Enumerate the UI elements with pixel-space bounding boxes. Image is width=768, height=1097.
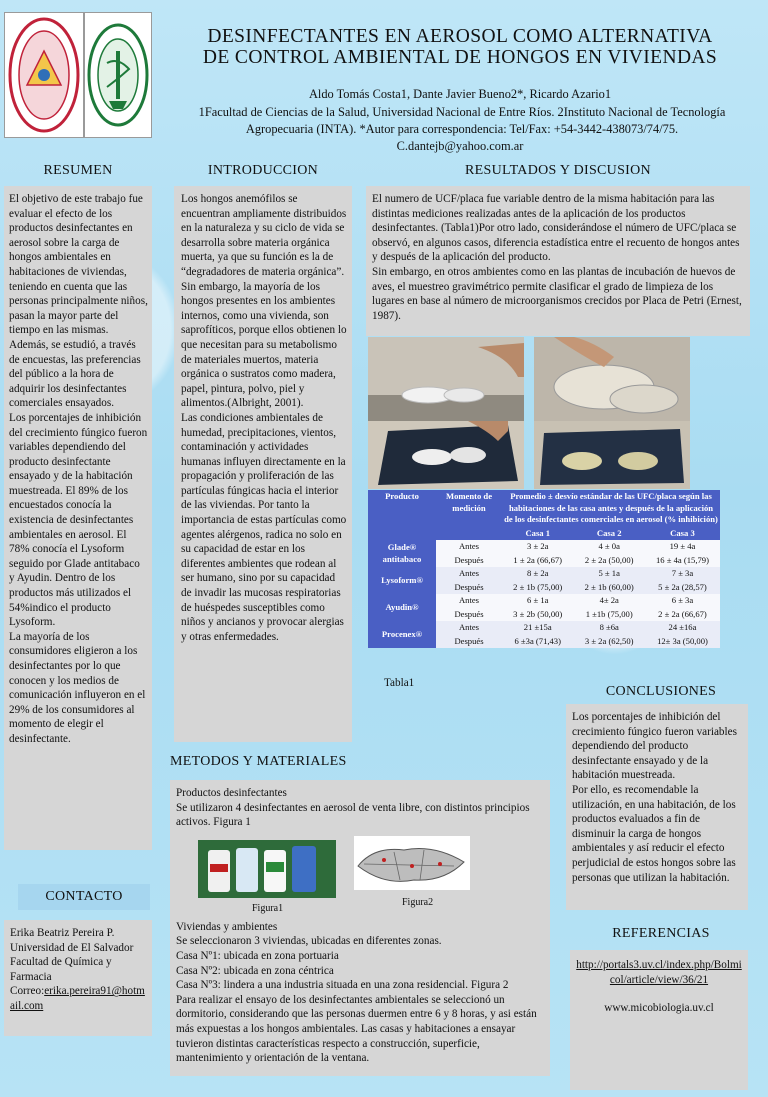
photo-petri-4 — [534, 421, 690, 489]
resultados-text: El numero de UCF/placa fue variable dentro de la misma habitación para las distintas mediciones realizadas antes de la aplicación de los productos desinfectantes. (Tabla1)Por otro lado, considerándose el número de UFC/placa se observó, en algunos casos, diferencia estadística entre el recuento de hongos antes y después de la aplicación del producto. Sin embargo, en otros ambientes como en las plantas de incubación de huevos de aves, el muestreo gravimétrico permite clasificar el grado de limpieza de los lugares en base al número de microorganismos crecidos por Placa de Petri (Ernest, 1987). — [372, 193, 742, 322]
table-cell: 8 ±6a — [573, 621, 644, 635]
resumen-text: El objetivo de este trabajo fue evaluar el efecto de los productos desinfectantes en aerosol sobre la carga de hongos ambientales en habitaciones de viviendas, teniendo en cuenta que las personas principalmente niños, pasan la mayor parte del tiempo en las mismas. Además, se estudió, a través de encuestas, las preferencias del público a la hora de adquirir los desinfectantes comerciales ensayados. Los porcentajes de inhibición del crecimiento fúngico fueron variables dependiendo del producto desinfectante ensayado y de la habitación muestreada. El 89% de los encuestados conocía la existencia de desinfectantes ambientales en aerosol. El 78% conocía el Lysoform seguido por Glade antitabaco y Ayudin. Dentro de los productos más utilizados el 54%indico el producto Lysoform. La mayoría de los consumidores eligieron a los desinfectantes por lo que conocen y los medios de comunicación influyeron en el 29% de los consumidores al momento de elegir el desinfectante. — [9, 193, 148, 745]
figure-1-image — [198, 840, 336, 898]
table-cell-product: Glade® antitabaco — [368, 540, 436, 567]
results-table-wrapper — [368, 490, 720, 648]
table-row — [368, 567, 720, 581]
contact-email-line — [10, 984, 148, 1013]
introduccion-box — [174, 186, 352, 742]
table-cell: 2 ± 1b (60,00) — [573, 581, 644, 595]
th-case-3: Casa 3 — [645, 527, 720, 541]
university-seal-icon — [5, 13, 83, 137]
resumen-box — [4, 186, 152, 850]
table-cell-moment: Antes — [436, 621, 502, 635]
metodos-heading: METODOS Y MATERIALES — [170, 754, 347, 769]
table-cell: 2 ± 2a (50,00) — [573, 554, 644, 568]
table-cell: 24 ±16a — [645, 621, 720, 635]
table-row — [368, 621, 720, 635]
petri-dish-photo-icon — [368, 421, 524, 489]
conclusiones-text: Los porcentajes de inhibición del crecimiento fúngico fueron variables dependiendo del producto desinfectante ensayado y de la habitación muestreada. Por ello, es recomendable la utilización, en una habitación, de los productos evaluados a fin de disminuir la carga de hongos ambientales y así reducir el efecto perjudicial de estos hongos sobre las personas que utilizan la habitación. — [572, 711, 737, 884]
metodos-block-1: Productos desinfectantes Se utilizaron 4 desinfectantes en aerosol de venta libre, con distintos principios activos. Figura 1 — [176, 787, 530, 829]
table-row — [368, 594, 720, 608]
table-cell: 4± 2a — [573, 594, 644, 608]
table-cell-moment: Antes — [436, 540, 502, 554]
th-case-1: Casa 1 — [502, 527, 573, 541]
contacto-heading: CONTACTO — [18, 884, 150, 910]
referencias-heading: REFERENCIAS — [612, 926, 710, 941]
table-cell: 3 ± 2a (62,50) — [573, 635, 644, 649]
petri-dish-photo-icon — [368, 337, 524, 421]
contact-org: Universidad de El Salvador — [10, 941, 134, 954]
table-cell: 1 ± 2a (66,67) — [502, 554, 573, 568]
author-email: C.dantejb@yahoo.com.ar — [396, 139, 524, 153]
table-cell-moment: Antes — [436, 594, 502, 608]
petri-dish-photo-icon — [534, 421, 690, 489]
table-cell: 3 ± 2b (50,00) — [502, 608, 573, 622]
table-cell: 8 ± 2a — [502, 567, 573, 581]
poster-title: DESINFECTANTES EN AEROSOL COMO ALTERNATIVA DE CONTROL AMBIENTAL DE HONGOS EN VIVIENDAS — [202, 26, 718, 68]
table-cell: 12± 3a (50,00) — [645, 635, 720, 649]
affiliations: 1Facultad de Ciencias de la Salud, Universidad Nacional de Entre Ríos. 2Instituto Nacional de Tecnología Agropecuaria (INTA). *Autor para correspondencia: Tel/Fax: +54-3442-438073/74/75. — [198, 105, 726, 136]
figure-2-caption: Figura2 — [402, 896, 434, 908]
table-cell: 5 ± 2a (28,57) — [645, 581, 720, 595]
resultados-heading: RESULTADOS Y DISCUSION — [465, 163, 651, 178]
table-cell-moment: Después — [436, 581, 502, 595]
metodos-block-2: Viviendas y ambientes Se seleccionaron 3 viviendas, ubicadas en diferentes zonas. Casa Nº1: ubicada en zona portuaria Casa Nº2: ubicada en zona céntrica Casa Nº3: lindera a una industria situada en una zona residencial. Figura 2 Para realizar el ensayo de los desinfectantes ambientales se seleccionó un dormitorio, considerando que las personas duermen entre 6 y 8 horas, y asi están más expuestas a los hongos ambientales. Las casas y habitaciones a ensayar tuvieron distintas características respecto a construcción, superficie, mantenimiento y orientación de la ventana. — [176, 920, 537, 1065]
table-cell: 6 ± 3a — [645, 594, 720, 608]
table-row — [368, 540, 720, 554]
table-cell: 7 ± 3a — [645, 567, 720, 581]
th-product: Producto — [368, 490, 436, 540]
introduccion-heading: INTRODUCCION — [207, 163, 319, 178]
table-cell: 1 ±1b (75,00) — [573, 608, 644, 622]
table-cell: 3 ± 2a — [502, 540, 573, 554]
results-table — [368, 490, 720, 648]
th-case-2: Casa 2 — [573, 527, 644, 541]
table-cell: 19 ± 4a — [645, 540, 720, 554]
authors: Aldo Tomás Costa1, Dante Javier Bueno2*, Ricardo Azario1 — [308, 87, 612, 101]
table-cell: 2 ± 1b (75,00) — [502, 581, 573, 595]
introduccion-text: Los hongos anemófilos se encuentran ampliamente distribuidos en la naturaleza y su ciclo de vida se desarrolla sobre materia orgánica muerta, ya que su función es la de “degradadores de materia orgánica”. Sin embargo, la mayoría de los hongos presentes en los ambientes internos, como una vivienda, son saprofíticos, porque ellos obtienen lo que necesitan para su metabolismo de materiales muertos, materia orgánica o sustratos como madera, papel, pintura, polvo, piel y alimentos.(Albright, 2001). Las condiciones ambientales de humedad, precipitaciones, vientos, contaminación y actividades humanas influyen directamente en la propagación y proliferación de las partículas fúngicas hacia el interior de las viviendas. Por tanto la importancia de estas partículas como agentes alérgenos, radica no solo en su capacidad de estar en los diferentes ambientes que rodean al ser humano, sino por su capacidad de invadir las mucosas respiratorias de huéspedes susceptibles como niños y ancianos y provocar alergias y otras enfermedades. — [181, 193, 347, 643]
table-caption: Tabla1 — [384, 677, 415, 689]
reference-link[interactable]: http://portals3.uv.cl/index.php/Bolmicol/article/view/36/21 — [576, 959, 742, 986]
petri-dish-photo-icon — [534, 337, 690, 421]
table-cell-product: Ayudin® — [368, 594, 436, 621]
metodos-box — [170, 780, 550, 1076]
university-logo — [4, 12, 84, 138]
faculty-logo — [84, 12, 152, 138]
figure-2-image — [354, 836, 470, 890]
contact-email-label: Correo: — [10, 985, 45, 998]
figure-1-caption: Figura1 — [252, 902, 284, 914]
contacto-box — [4, 920, 152, 1036]
contact-email-link[interactable]: erika.pereira91@hotmail.com — [10, 985, 145, 1012]
photo-petri-3 — [368, 421, 524, 489]
table-cell: 2 ± 2a (66,67) — [645, 608, 720, 622]
conclusiones-heading: CONCLUSIONES — [605, 684, 717, 699]
table-cell: 21 ±15a — [502, 621, 573, 635]
table-cell-moment: Después — [436, 635, 502, 649]
table-cell: 4 ± 0a — [573, 540, 644, 554]
photo-petri-1 — [368, 337, 524, 421]
table-cell-moment: Después — [436, 554, 502, 568]
table-cell: 6 ±3a (71,43) — [502, 635, 573, 649]
table-cell-product: Lysoform® — [368, 567, 436, 594]
th-moment: Momento de medición — [436, 490, 502, 540]
conclusiones-box — [566, 704, 748, 910]
contact-faculty: Facultad de Química y Farmacia — [10, 956, 112, 983]
reference-site: www.micobiologia.uv.cl — [604, 1002, 714, 1015]
contact-name: Erika Beatriz Pereira P. — [10, 927, 115, 939]
table-cell: 6 ± 1a — [502, 594, 573, 608]
faculty-seal-icon — [85, 13, 151, 137]
table-cell: 5 ± 1a — [573, 567, 644, 581]
table-cell-product: Procenex® — [368, 621, 436, 648]
table-cell-moment: Antes — [436, 567, 502, 581]
resumen-heading: RESUMEN — [43, 163, 113, 178]
figure-row — [176, 834, 544, 920]
table-cell-moment: Después — [436, 608, 502, 622]
resultados-box — [366, 186, 750, 336]
referencias-box — [570, 950, 748, 1090]
th-main: Promedio ± desvío estándar de las UFC/placa según las habitaciones de las casa antes y después de la aplicación de los desinfectantes comerciales en aerosol (% inhibición) — [502, 490, 720, 527]
table-cell: 16 ± 4a (15,79) — [645, 554, 720, 568]
photo-petri-2 — [534, 337, 690, 421]
map-icon — [354, 836, 470, 890]
aerosol-products-icon — [198, 840, 336, 898]
